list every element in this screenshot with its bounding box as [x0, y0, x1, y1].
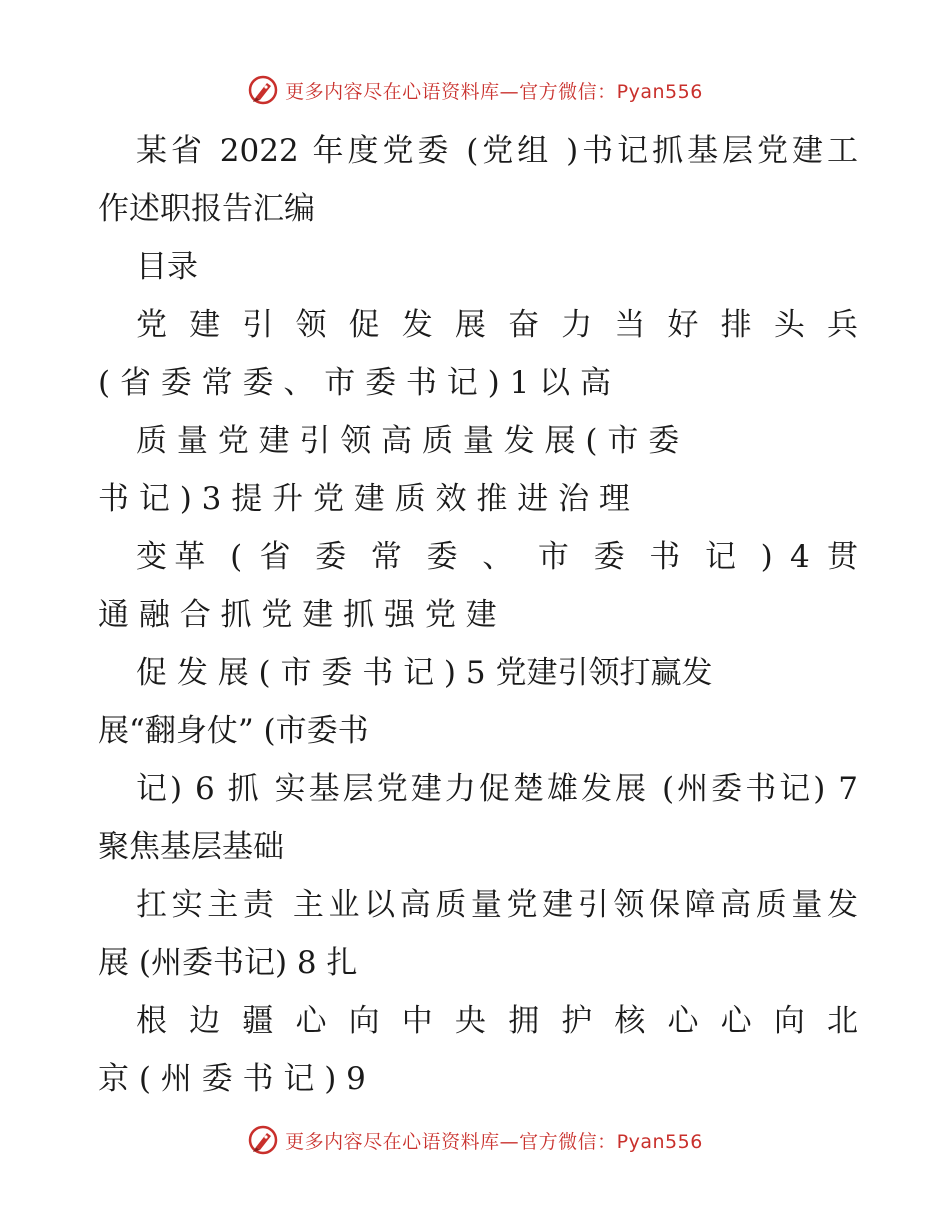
toc-line: 京 ( 州 委 书 记 ) 9 — [98, 1061, 366, 1097]
toc-line: 展 (州委书记) 8 扎 — [98, 945, 358, 981]
toc-line: 促 发 展 ( 市 委 书 记 ) 5 党建引领打赢发 — [136, 655, 713, 691]
toc-line: 扛实主责 主业以高质量党建引领保障高质量发 — [136, 887, 858, 923]
toc-heading: 目录 — [136, 249, 198, 285]
title-line-1: 某省 2022 年度党委 (党组 )书记抓基层党建工 — [136, 133, 858, 169]
toc-line: 通 融 合 抓 党 建 抓 强 党 建 — [98, 597, 497, 633]
watermark-text-bottom: 更多内容尽在心语资料库—官方微信：Pyan556 — [285, 1130, 703, 1153]
toc-line: 变革 ( 省 委 常 委 、 市 委 书 记 ) 4 贯 — [136, 539, 858, 575]
document-body — [98, 122, 858, 1108]
watermark-banner-top — [0, 70, 950, 110]
toc-line: 根 边 疆 心 向 中 央 拥 护 核 心 心 向 北 — [136, 1003, 858, 1039]
pen-nib-logo-icon — [247, 74, 279, 106]
toc-line: 展“翻身仗” (市委书 — [98, 713, 369, 749]
toc-line: 记) 6 抓 实基层党建力促楚雄发展 (州委书记) 7 — [136, 771, 858, 807]
toc-line: ( 省 委 常 委 、 市 委 书 记 ) 1 以 高 — [98, 365, 612, 401]
toc-line: 党 建 引 领 促 发 展 奋 力 当 好 排 头 兵 — [136, 307, 858, 343]
toc-line: 聚焦基层基础 — [98, 829, 284, 865]
toc-line: 书 记 ) 3 提 升 党 建 质 效 推 进 治 理 — [98, 481, 630, 517]
title-line-2: 作述职报告汇编 — [98, 191, 315, 227]
watermark-text-top: 更多内容尽在心语资料库—官方微信：Pyan556 — [285, 80, 703, 103]
watermark-banner-bottom — [0, 1120, 950, 1160]
toc-line: 质 量 党 建 引 领 高 质 量 发 展 ( 市 委 — [136, 423, 680, 459]
pen-nib-logo-icon — [247, 1124, 279, 1156]
